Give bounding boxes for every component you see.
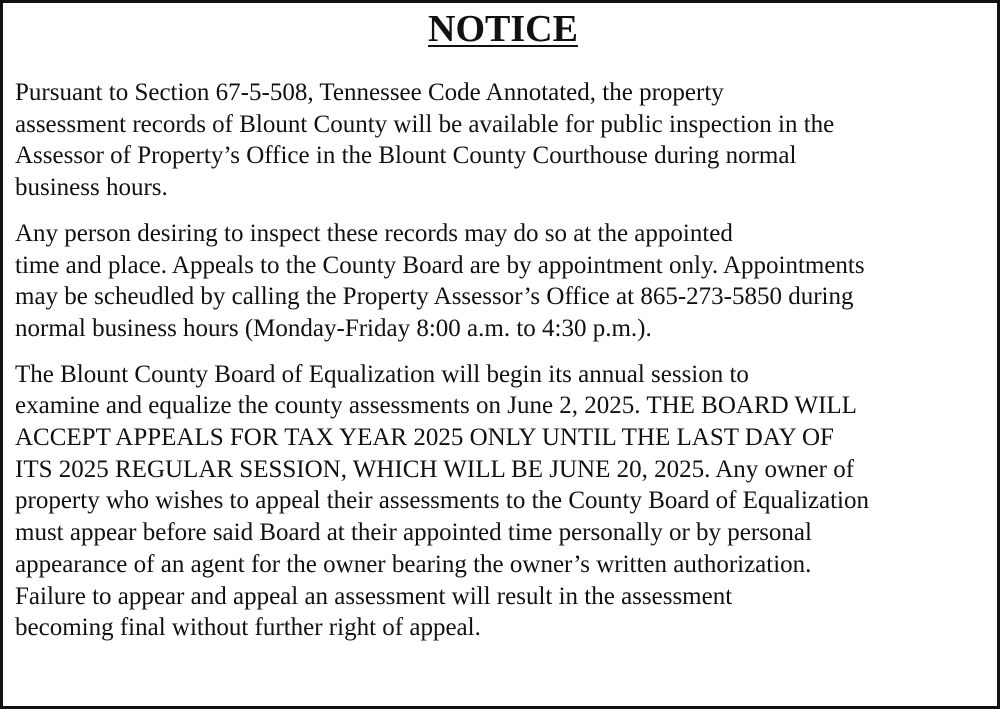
paragraph-line: ITS 2025 REGULAR SESSION, WHICH WILL BE JUNE 20, 2025. Any owner of xyxy=(15,455,855,483)
notice-title-text: NOTICE xyxy=(428,8,578,50)
paragraph-appointments xyxy=(15,218,1000,345)
paragraph-line: examine and equalize the county assessments on June 2, 2025. THE BOARD WILL xyxy=(15,392,857,420)
paragraph-line: Assessor of Property’s Office in the Blount County Courthouse during normal xyxy=(15,142,797,170)
paragraph-line: The Blount County Board of Equalization will begin its annual session to xyxy=(15,360,749,388)
paragraph-line: appearance of an agent for the owner bearing the owner’s written authorization. xyxy=(15,550,812,578)
paragraph-line: time and place. Appeals to the County Board are by appointment only. Appointments xyxy=(15,251,865,279)
paragraph-line: becoming final without further right of appeal. xyxy=(15,614,481,642)
notice-title xyxy=(3,7,1000,51)
notice-body xyxy=(15,77,1000,658)
paragraph-board-of-equalization xyxy=(15,359,1000,644)
paragraph-line: ACCEPT APPEALS FOR TAX YEAR 2025 ONLY UNTIL THE LAST DAY OF xyxy=(15,424,834,452)
paragraph-line: must appear before said Board at their appointed time personally or by personal xyxy=(15,519,812,547)
paragraph-line: property who wishes to appeal their assessments to the County Board of Equalization xyxy=(15,487,869,515)
paragraph-line: may be scheudled by calling the Property Assessor’s Office at 865-273-5850 during xyxy=(15,283,854,311)
paragraph-line: Pursuant to Section 67-5-508, Tennessee Code Annotated, the property xyxy=(15,79,724,106)
paragraph-line: Failure to appear and appeal an assessment will result in the assessment xyxy=(15,582,733,610)
paragraph-line: business hours. xyxy=(15,174,168,202)
paragraph-public-inspection xyxy=(15,77,1000,204)
paragraph-line: Any person desiring to inspect these records may do so at the appointed xyxy=(15,219,733,247)
paragraph-line: normal business hours (Monday-Friday 8:00 a.m. to 4:30 p.m.). xyxy=(15,314,652,342)
paragraph-line: assessment records of Blount County will be available for public inspection in the xyxy=(15,110,835,138)
